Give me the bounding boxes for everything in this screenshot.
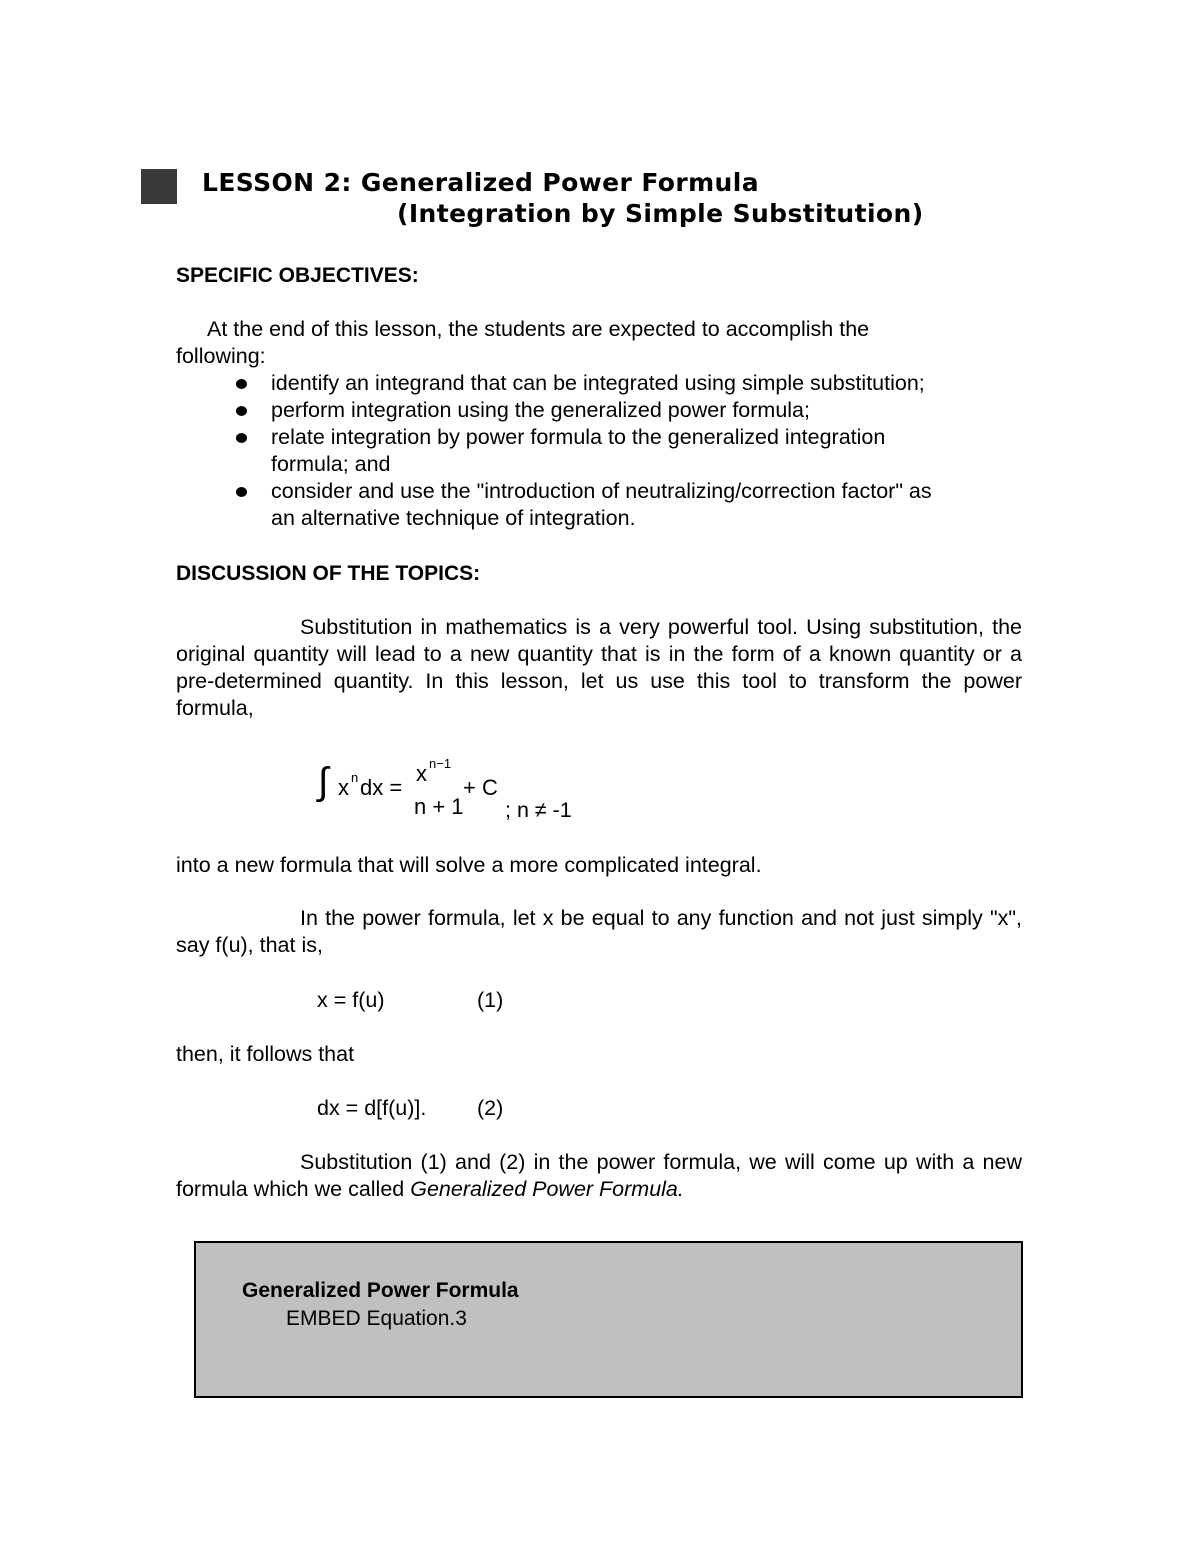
formula-name-italic: Generalized Power Formula. (410, 1177, 684, 1201)
objectives-intro-line1: At the end of this lesson, the students are expected to accomplish the (207, 317, 870, 341)
formula-numerator: x (416, 761, 427, 786)
discussion-paragraph-4: then, it follows that (176, 1042, 355, 1066)
bullet-icon (236, 379, 247, 389)
discussion-paragraph-1 (176, 614, 1022, 722)
discussion-paragraph-3 (176, 905, 1022, 959)
objective-item-line1: perform integration using the generalized power formula; (271, 398, 810, 422)
formula-box-title: Generalized Power Formula (242, 1279, 519, 1302)
objective-item (176, 424, 1006, 478)
bullet-icon (236, 433, 247, 443)
bullet-icon (236, 487, 247, 497)
objectives-list (176, 370, 1006, 532)
objective-item (176, 478, 1006, 532)
equation-2-label: (2) (477, 1096, 504, 1120)
equation-1-label: (1) (477, 988, 504, 1012)
objective-item-line2: an alternative technique of integration. (271, 506, 636, 530)
formula-integrand-exponent: n (351, 770, 359, 785)
objective-item-line1: relate integration by power formula to the generalized integration (271, 425, 886, 449)
paragraph-text: In the power formula, let x be equal to any function and not just simply "x", say f(u), that is, (176, 906, 1022, 957)
generalized-power-formula-box (194, 1241, 1023, 1398)
bullet-icon (236, 406, 247, 416)
objectives-heading: SPECIFIC OBJECTIVES: (176, 264, 419, 287)
lesson-subtitle: (Integration by Simple Substitution) (397, 199, 924, 228)
formula-differential: dx = (360, 775, 403, 800)
paragraph-text: Substitution (1) and (2) in the power formula, we will come up with a new formula which we called (176, 1150, 1022, 1201)
discussion-paragraph-2: into a new formula that will solve a more complicated integral. (176, 853, 762, 877)
lesson-marker-square (141, 169, 177, 204)
equation-2: dx = d[f(u)]. (317, 1096, 427, 1120)
formula-constant: + C (463, 775, 498, 800)
formula-numerator-exponent: n−1 (429, 756, 452, 771)
objective-item-line2: formula; and (271, 452, 391, 476)
formula-condition: ; n ≠ -1 (505, 798, 572, 822)
paragraph-text: Substitution in mathematics is a very powerful tool. Using substitution, the original quantity will lead to a new quantity that is in the form of a known quantity or a pre-determined quantity. In this lesson, let us use this tool to transform the power formula, (176, 615, 1022, 720)
objective-item-line1: consider and use the "introduction of neutralizing/correction factor" as (271, 479, 932, 503)
objective-item (176, 397, 1006, 424)
objective-item (176, 370, 1006, 397)
formula-denominator: n + 1 (414, 794, 464, 819)
embedded-equation-placeholder: EMBED Equation.3 (286, 1307, 467, 1330)
formula-integrand: x (338, 775, 349, 800)
integral-sign: ∫ (318, 761, 329, 803)
equation-1: x = f(u) (317, 988, 385, 1012)
objective-item-line1: identify an integrand that can be integrated using simple substitution; (271, 371, 925, 395)
discussion-paragraph-5 (176, 1149, 1022, 1203)
lesson-title: LESSON 2: Generalized Power Formula (202, 168, 759, 197)
objectives-intro-line2: following: (176, 344, 266, 368)
discussion-heading: DISCUSSION OF THE TOPICS: (176, 562, 481, 585)
